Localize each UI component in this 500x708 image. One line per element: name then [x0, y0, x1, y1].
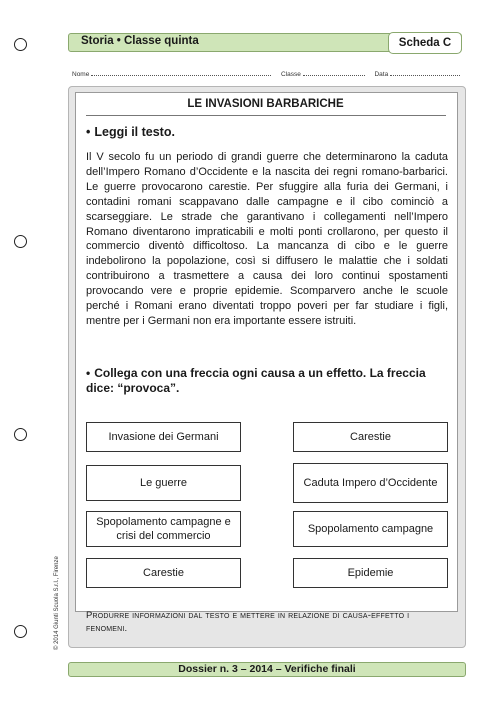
cause-box-2[interactable]: Le guerre: [86, 465, 241, 501]
instruction-read-text: Leggi il testo.: [94, 125, 175, 139]
classe-label: Classe: [280, 71, 301, 78]
effect-box-4[interactable]: Epidemie: [293, 558, 448, 588]
learning-objective: Produrre informazioni dal testo e mettere in relazione di causa-effetto i fenomeni.: [86, 610, 410, 634]
instruction-connect: [86, 366, 448, 396]
binder-hole-1: [14, 38, 27, 51]
scheda-label: Scheda C: [388, 32, 462, 54]
student-info-row: [72, 69, 462, 78]
header-title: Storia • Classe quinta: [81, 35, 199, 47]
title-divider: [86, 115, 446, 116]
bullet-icon: •: [86, 366, 91, 380]
nome-label: Nome: [72, 71, 90, 78]
header-bar: [68, 33, 462, 52]
cause-box-4[interactable]: Carestie: [86, 558, 241, 588]
exercise-title: LE INVASIONI BARBARICHE: [187, 98, 344, 110]
instruction-read: [86, 125, 175, 139]
data-label: Data: [374, 71, 389, 78]
effect-box-3[interactable]: Spopolamento campagne: [293, 511, 448, 547]
binder-hole-2: [14, 235, 27, 248]
data-field[interactable]: [390, 69, 460, 76]
classe-field[interactable]: [303, 69, 365, 76]
nome-field[interactable]: [91, 69, 271, 76]
reading-text: Il V secolo fu un periodo di grandi guerre che determinarono la caduta dell’Impero Romano d’Occidente e la nascita dei regni romano-barbarici. Le guerre provocarono carestie. Per sfuggire alla furia dei Germani, i contadini romani scappavano dalle campagne e il cibo cominciò a scarseggiare. Le strade che garantivano i collegamenti nell’Impero Romano diventarono impraticabili e molti ponti crollarono, per questo il commercio diventò difficoltoso. La mancanza di cibo e le guerre indebolirono la popolazione, così si diffusero le malattie che i soldati contribuirono a trasmettere a causa dei loro continui spostamenti provocando vere e proprie epidemie. Scomparvero anche le scuole perché i Romani erano diventati troppo poveri per far studiare i figli, mentre per i Germani non era importante essere istruiti.: [86, 151, 448, 327]
binder-hole-3: [14, 428, 27, 441]
effect-box-2[interactable]: Caduta Impero d’Occidente: [293, 463, 448, 503]
copyright-notice: © 2014 Giunti Scuola S.r.l., Firenze: [54, 556, 60, 650]
binder-hole-4: [14, 625, 27, 638]
cause-box-1[interactable]: Invasione dei Germani: [86, 422, 241, 452]
effect-box-1[interactable]: Carestie: [293, 422, 448, 452]
instruction-connect-text: Collega con una freccia ogni causa a un effetto. La freccia dice: “provoca”.: [86, 366, 426, 395]
footer-bar: Dossier n. 3 – 2014 – Verifiche finali: [68, 662, 466, 677]
bullet-icon: •: [86, 125, 91, 139]
cause-box-3[interactable]: Spopolamento campagne e crisi del commercio: [86, 511, 241, 547]
